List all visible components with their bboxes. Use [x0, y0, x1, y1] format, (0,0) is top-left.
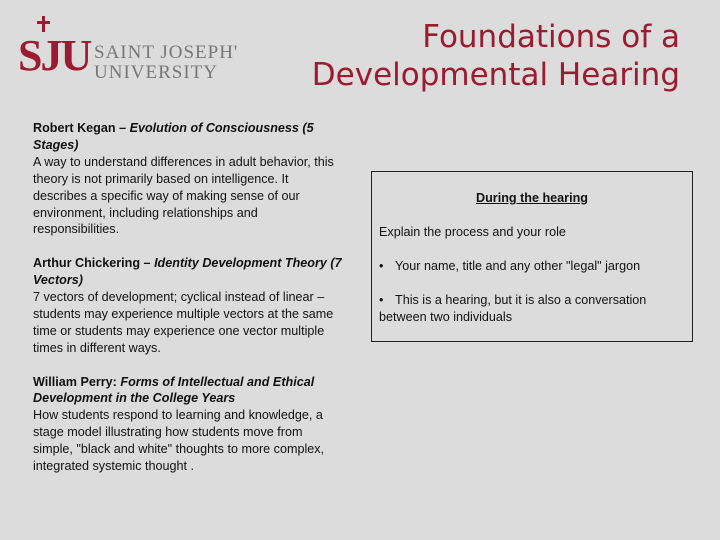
hearing-box: [371, 171, 693, 342]
hearing-box-heading: During the hearing: [476, 191, 588, 205]
hearing-bullet-text: This is a hearing, but it is also a conversation between two individuals: [379, 293, 647, 324]
slide-title: [270, 18, 680, 94]
bullet-icon: •: [379, 259, 384, 273]
theory-work: Identity Development Theory (7 Vectors): [33, 256, 342, 288]
hearing-bullet: [379, 292, 687, 326]
theory-work: Evolution of Consciousness (5 Stages): [33, 121, 314, 152]
theory-author: William Perry:: [33, 374, 121, 389]
theory-work: Forms of Intellectual and Ethical Development in the College Years: [33, 374, 315, 406]
logo-name-line2: UNIVERSITY: [94, 62, 218, 83]
theory-author: Arthur Chickering –: [33, 256, 155, 271]
theory-heading: [33, 374, 345, 408]
logo-cross-horizontal: [37, 21, 50, 24]
bullet-icon: •: [379, 293, 384, 307]
theory-author: Robert Kegan –: [33, 121, 130, 135]
university-logo: [18, 14, 238, 86]
theory-heading: [33, 255, 345, 289]
theory-heading: [33, 120, 345, 154]
hearing-bullet-text: Your name, title and any other "legal" jargon: [395, 259, 641, 273]
theory-description: A way to understand differences in adult behavior, this theory is not primarily based on intelligence. It describes a specific way of making sense of our environment, including relationships and responsibilities.: [33, 154, 334, 237]
theory-perry: [33, 374, 345, 475]
title-line-1: Foundations of a: [422, 19, 680, 55]
theory-chickering: [33, 255, 345, 356]
title-line-2: Developmental Hearing: [311, 57, 680, 93]
theories-column: [33, 120, 345, 492]
hearing-bullet: [379, 258, 640, 275]
logo-monogram: SJU: [18, 31, 91, 80]
logo-name-line1: SAINT JOSEPH'S: [94, 42, 238, 63]
theory-description: 7 vectors of development; cyclical instead of linear – students may experience multiple vectors at the same time or students may experience one vector multiple times in different ways.: [33, 290, 334, 355]
theory-description: How students respond to learning and knowledge, a stage model illustrating how students move from simple, "black and white" thoughts to more complex, integrated systemic thought .: [33, 408, 325, 474]
theory-kegan: [33, 120, 345, 238]
hearing-box-intro: Explain the process and your role: [379, 225, 566, 239]
